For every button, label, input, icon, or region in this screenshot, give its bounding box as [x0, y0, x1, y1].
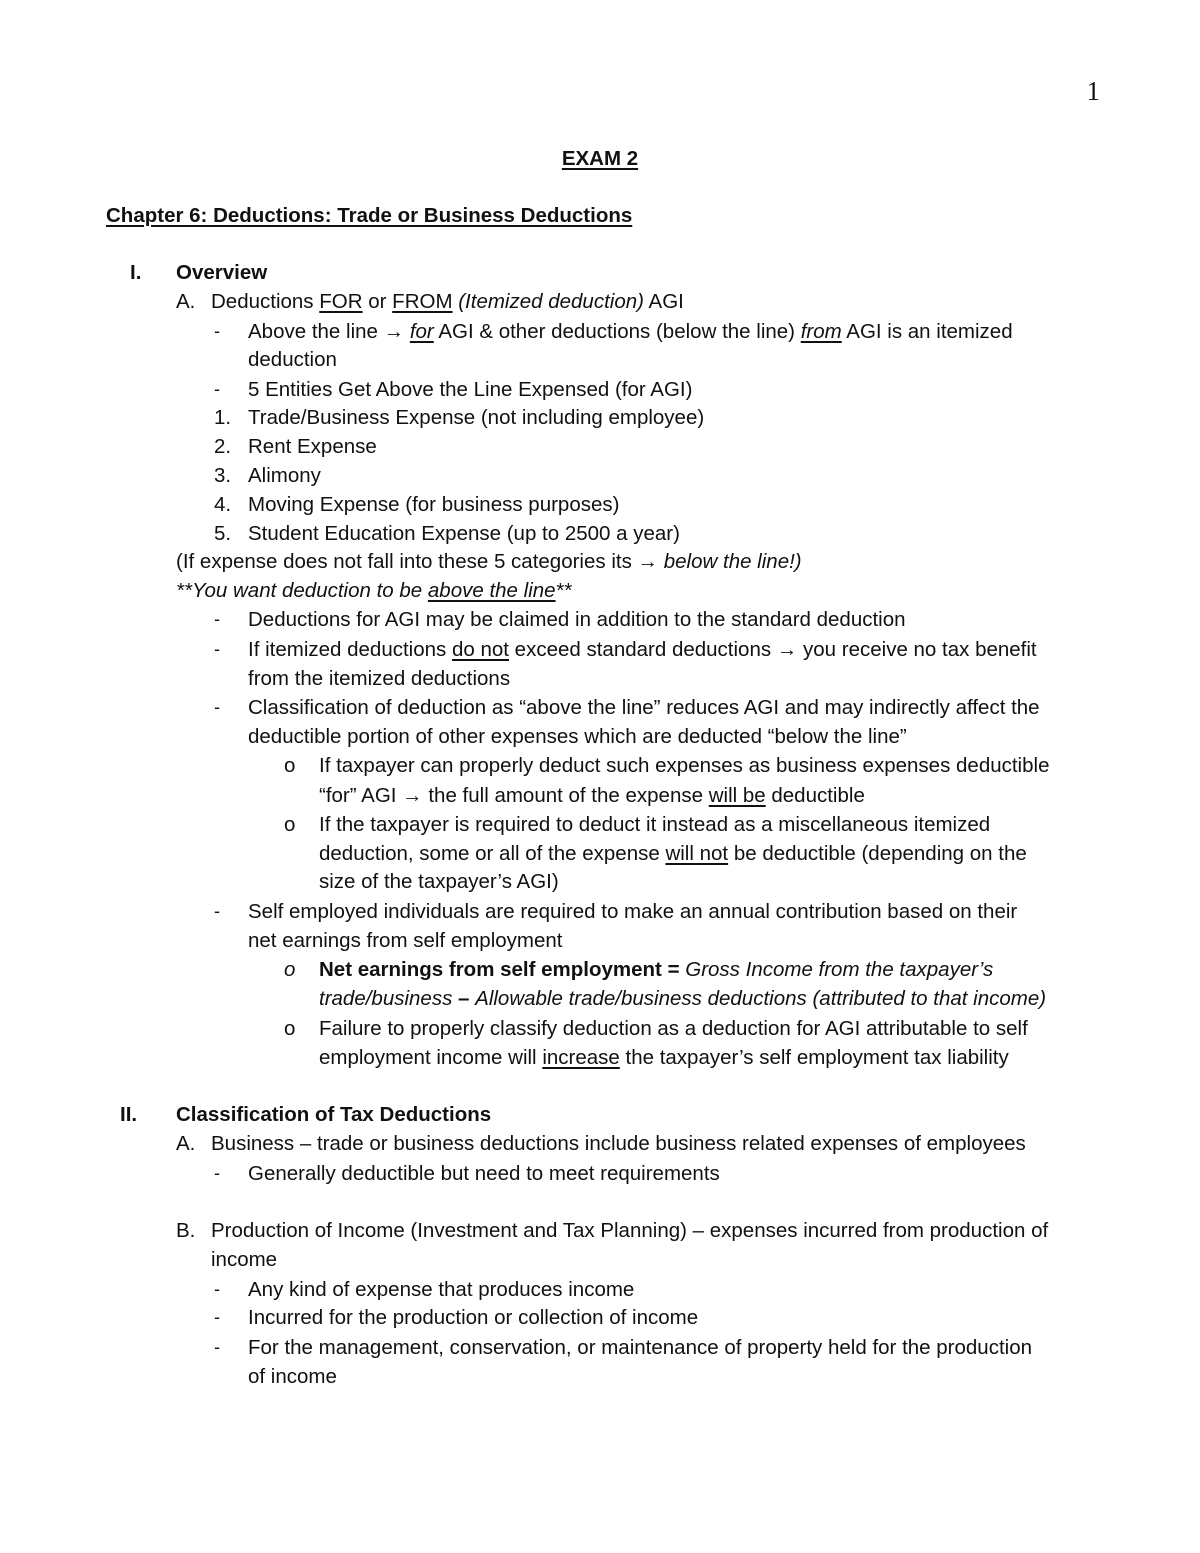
bullet-any-expense: Any kind of expense that produces income — [248, 1278, 635, 1301]
circle-bullet-icon: o — [284, 813, 296, 836]
item-a-text: Deductions FOR or FROM (Itemized deduction) AGI — [211, 290, 684, 313]
list-item: Moving Expense (for business purposes) — [248, 493, 620, 516]
bullet-deductions-for-agi: Deductions for AGI may be claimed in addition to the standard deduction — [248, 608, 906, 631]
list-item: Alimony — [248, 464, 321, 487]
sub-bullet-net-earnings: Net earnings from self employment = Gross Income from the taxpayer’s — [319, 958, 994, 981]
bullet-management-conservation-cont: of income — [248, 1365, 337, 1388]
bullet-generally-deductible: Generally deductible but need to meet requirements — [248, 1162, 720, 1185]
dash-marker: - — [214, 609, 220, 629]
dash-marker: - — [214, 697, 220, 717]
bullet-self-employed-cont: net earnings from self employment — [248, 929, 563, 952]
section-2-number: II. — [120, 1103, 138, 1126]
circle-bullet-icon: o — [284, 1017, 296, 1040]
sub-bullet-failure-classify: Failure to properly classify deduction as a deduction for AGI attributable to self — [319, 1017, 1028, 1040]
circle-bullet-icon: o — [284, 958, 296, 981]
sub-bullet-properly-deduct-cont: “for” AGI → the full amount of the expense will be deductible — [319, 784, 865, 807]
dash-marker: - — [214, 321, 220, 341]
sub-bullet-misc-itemized-cont: deduction, some or all of the expense will not be deductible (depending on the — [319, 842, 1027, 865]
item-production-of-income-cont: income — [211, 1248, 278, 1271]
list-number: 1. — [214, 406, 232, 429]
arrow-icon: → — [637, 550, 659, 573]
page-number: 1 — [1086, 76, 1100, 106]
item-a-marker: A. — [176, 290, 196, 313]
dash-marker: - — [214, 1279, 220, 1299]
bullet-classification: Classification of deduction as “above the line” reduces AGI and may indirectly affect the — [248, 696, 1040, 719]
dash-marker: - — [214, 379, 220, 399]
list-item: Rent Expense — [248, 435, 377, 458]
bullet-classification-cont: deductible portion of other expenses which are deducted “below the line” — [248, 725, 907, 748]
item-b-marker: B. — [176, 1219, 196, 1242]
bullet-itemized-deductions: If itemized deductions do not exceed standard deductions → you receive no tax benefit — [248, 638, 1037, 661]
dash-marker: - — [214, 1337, 220, 1357]
bullet-incurred-for-production: Incurred for the production or collection of income — [248, 1306, 699, 1329]
dash-marker: - — [214, 901, 220, 921]
section-1-heading: Overview — [176, 261, 268, 284]
section-1-number: I. — [130, 261, 142, 284]
dash-marker: - — [214, 1163, 220, 1183]
note-above-the-line: **You want deduction to be above the line** — [176, 579, 572, 602]
list-number: 4. — [214, 493, 232, 516]
bullet-above-the-line-cont: deduction — [248, 348, 337, 371]
list-number: 3. — [214, 464, 232, 487]
list-item: Student Education Expense (up to 2500 a year) — [248, 522, 680, 545]
item-business: Business – trade or business deductions include business related expenses of employees — [211, 1132, 1026, 1155]
item-production-of-income: Production of Income (Investment and Tax Planning) – expenses incurred from production of — [211, 1219, 1049, 1242]
exam-title: EXAM 2 — [561, 147, 639, 170]
sub-bullet-net-earnings-cont: trade/business – Allowable trade/business deductions (attributed to that income) — [319, 987, 1047, 1010]
dash-marker: - — [214, 1307, 220, 1327]
item-a-marker: A. — [176, 1132, 196, 1155]
bullet-management-conservation: For the management, conservation, or maintenance of property held for the production — [248, 1336, 1033, 1359]
sub-bullet-misc-itemized-cont2: size of the taxpayer’s AGI) — [319, 870, 559, 893]
arrow-icon: → — [402, 784, 423, 807]
bullet-above-the-line: Above the line → for AGI & other deductions (below the line) from AGI is an itemized — [248, 320, 1013, 343]
list-number: 2. — [214, 435, 232, 458]
chapter-heading: Chapter 6: Deductions: Trade or Business Deductions — [106, 204, 633, 227]
note-below-the-line: (If expense does not fall into these 5 categories its → below the line!) — [176, 550, 802, 573]
sub-bullet-failure-classify-cont: employment income will increase the taxpayer’s self employment tax liability — [319, 1046, 1009, 1069]
dash-marker: - — [214, 639, 220, 659]
sub-bullet-properly-deduct: If taxpayer can properly deduct such expenses as business expenses deductible — [319, 754, 1050, 777]
bullet-self-employed: Self employed individuals are required to make an annual contribution based on their — [248, 900, 1018, 923]
list-number: 5. — [214, 522, 232, 545]
list-item: Trade/Business Expense (not including employee) — [248, 406, 705, 429]
bullet-five-entities: 5 Entities Get Above the Line Expensed (for AGI) — [248, 378, 693, 401]
circle-bullet-icon: o — [284, 754, 296, 777]
arrow-icon: → — [776, 638, 798, 661]
bullet-itemized-deductions-cont: from the itemized deductions — [248, 667, 511, 690]
arrow-icon: → — [383, 320, 405, 343]
section-2-heading: Classification of Tax Deductions — [176, 1103, 492, 1126]
sub-bullet-misc-itemized: If the taxpayer is required to deduct it instead as a miscellaneous itemized — [319, 813, 991, 836]
